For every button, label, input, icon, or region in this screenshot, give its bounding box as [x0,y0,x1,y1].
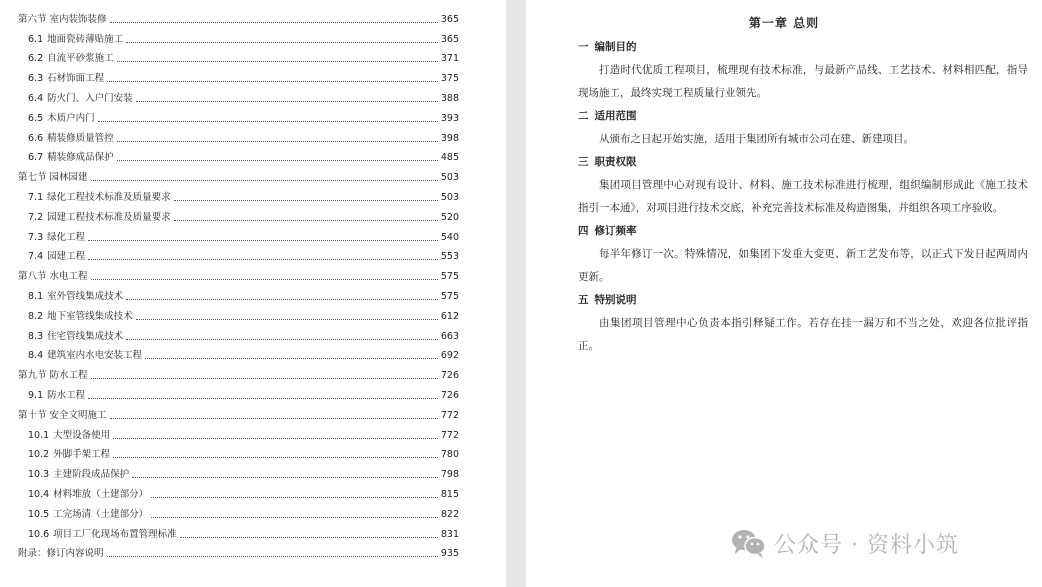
toc-leader-dots [88,258,438,260]
toc-entry-number: 10.5 [28,508,50,520]
toc-entry[interactable] [18,125,459,145]
toc-entry-title: 材料堆放（土建部分） [53,488,149,500]
toc-entry-page: 520 [440,211,459,223]
toc-entry-title: 第八节 水电工程 [18,271,88,283]
toc-entry-page: 772 [440,409,459,421]
toc-entry[interactable] [18,105,459,125]
toc-entry-title: 防火门、入户门安装 [47,92,133,104]
toc-leader-dots [180,536,438,538]
section-heading-text: 特别说明 [594,294,637,306]
toc-entry[interactable] [18,362,459,382]
toc-entry-title: 第九节 防水工程 [18,370,88,382]
toc-entry-page: 365 [440,33,459,45]
toc-entry-title: 防水工程 [47,389,86,401]
toc-entry-page: 726 [440,389,459,401]
toc-entry-title: 地面瓷砖薄贴施工 [47,33,124,45]
toc-entry-page: 503 [440,172,459,184]
toc-leader-dots [126,41,438,43]
toc-leader-dots [174,199,438,201]
toc-entry-page: 798 [440,469,459,481]
toc-entry-page: 388 [440,92,459,104]
section-heading-text: 职责权限 [594,156,637,168]
toc-entry-title: 第七节 园林园建 [18,172,88,184]
toc-leader-dots [88,397,438,399]
toc-leader-dots [91,377,438,379]
section-heading-text: 适用范围 [594,110,637,122]
toc-entry-page: 503 [440,191,459,203]
toc-entry-title: 园建工程 [47,251,86,263]
toc-entry-title: 第六节 室内装饰装修 [18,13,107,25]
section-heading [578,220,1028,243]
section-heading [578,151,1028,174]
toc-leader-dots [88,239,438,241]
toc-entry[interactable] [18,422,459,442]
section-body: 打造时代优质工程项目，梳理现有技术标准，与最新产品线、工艺技术、材料相匹配，指导现场施工，最终实现工程质量行业领先。 [578,64,1028,99]
toc-entry[interactable] [18,323,459,343]
toc-entry[interactable] [18,541,459,561]
chapter-page [526,0,1042,587]
watermark [730,527,959,559]
toc-entry-number: 10.1 [28,429,50,441]
toc-entry-page: 365 [440,13,459,25]
toc-entry-number: 6.3 [28,73,44,85]
toc-entry-page: 772 [440,429,459,441]
toc-leader-dots [151,496,438,498]
toc-entry-title: 大型设备使用 [53,429,111,441]
toc-entry-page: 575 [440,271,459,283]
toc-entry-title: 木质户内门 [47,112,95,124]
toc-entry-title: 精装修成品保护 [47,152,114,164]
toc-entry-page: 553 [440,251,459,263]
toc-entry-number: 6.1 [28,33,44,45]
section-body: 每半年修订一次。特殊情况，如集团下发重大变更、新工艺发布等，以正式下发日起两周内更新。 [578,248,1028,283]
toc-leader-dots [91,179,438,181]
wechat-icon [730,527,768,559]
toc-entry[interactable] [18,461,459,481]
toc-entry-page: 540 [440,231,459,243]
section-heading [578,289,1028,312]
toc-entry-title: 地下室管线集成技术 [47,310,133,322]
toc-entry-number: 6.7 [28,152,44,164]
toc-entry-title: 石材饰面工程 [47,73,105,85]
toc-entry[interactable] [18,145,459,165]
toc-entry[interactable] [18,442,459,462]
toc-entry-number: 9.1 [28,389,44,401]
toc-page [0,0,506,587]
toc-leader-dots [110,417,438,419]
toc-entry[interactable] [18,85,459,105]
toc-leader-dots [91,278,438,280]
toc-entry-page: 831 [440,528,459,540]
toc-leader-dots [174,219,438,221]
toc-entry-page: 485 [440,152,459,164]
toc-entry-number: 7.3 [28,231,44,243]
toc-leader-dots [117,140,438,142]
toc-entry-number: 6.2 [28,53,44,65]
toc-entry-number: 7.4 [28,251,44,263]
toc-entry-title: 绿化工程 [47,231,86,243]
toc-entry[interactable] [18,184,459,204]
section-heading [578,36,1028,59]
section-index: 三 [578,156,589,168]
section-body: 从颁布之日起开始实施，适用于集团所有城市公司在建、新建项目。 [599,133,914,145]
toc-leader-dots [126,338,438,340]
toc-entry[interactable] [18,65,459,85]
toc-entry-title: 项目工厂化现场布置管理标准 [53,528,177,540]
toc-entry-number: 8.3 [28,330,44,342]
toc-entry-title: 绿化工程技术标准及质量要求 [47,191,171,203]
toc-entry-number: 8.1 [28,290,44,302]
toc-entry-page: 935 [440,548,459,560]
toc-entry-title: 住宅管线集成技术 [47,330,124,342]
toc-entry[interactable] [18,46,459,66]
toc-leader-dots [126,298,438,300]
toc-leader-dots [117,159,438,161]
toc-entry-number: 10.2 [28,449,50,461]
toc-entry-number: 10.6 [28,528,50,540]
toc-entry-title: 建筑室内水电安装工程 [47,350,143,362]
toc-entry-number: 6.4 [28,92,44,104]
toc-entry[interactable] [18,303,459,323]
toc-entry[interactable] [18,244,459,264]
toc-entry-number: 10.4 [28,488,50,500]
toc-leader-dots [136,100,438,102]
toc-entry[interactable] [18,402,459,422]
toc-leader-dots [136,318,438,320]
table-of-contents [18,6,459,560]
chapter-sections [578,36,1028,358]
toc-entry-page: 726 [440,370,459,382]
section-body: 集团项目管理中心对现有设计、材料、施工技术标准进行梳理，组织编制形成此《施工技术指引一本通》，对项目进行技术交底，补充完善技术标准及构造图集，并组织各项工序验收。 [578,179,1028,214]
toc-leader-dots [110,21,438,23]
toc-entry[interactable] [18,283,459,303]
toc-leader-dots [107,80,438,82]
toc-entry-number: 6.6 [28,132,44,144]
toc-entry-number: 7.1 [28,191,44,203]
section-index: 一 [578,41,589,53]
toc-entry-title: 主建阶段成品保护 [53,469,130,481]
toc-entry[interactable] [18,6,459,26]
toc-entry-title: 外脚手架工程 [53,449,111,461]
toc-entry-title: 工完场清（土建部分） [53,508,149,520]
toc-entry-number: 8.4 [28,350,44,362]
toc-entry-page: 815 [440,488,459,500]
chapter-title: 第一章 总则 [748,16,820,30]
toc-entry-page: 692 [440,350,459,362]
toc-leader-dots [98,120,438,122]
toc-entry-page: 575 [440,290,459,302]
section-heading-text: 修订频率 [594,225,637,237]
toc-entry[interactable] [18,26,459,46]
toc-entry-page: 612 [440,310,459,322]
toc-entry[interactable] [18,263,459,283]
section-heading-text: 编制目的 [594,41,637,53]
toc-leader-dots [151,516,438,518]
toc-entry-number: 10.3 [28,469,50,481]
section-index: 二 [578,110,589,122]
toc-entry-title: 附录：修订内容说明 [18,548,104,560]
toc-entry[interactable] [18,164,459,184]
toc-entry-page: 393 [440,112,459,124]
toc-entry-page: 398 [440,132,459,144]
toc-entry[interactable] [18,224,459,244]
watermark-text: 公众号 · 资料小筑 [774,532,959,558]
toc-entry-number: 6.5 [28,112,44,124]
toc-leader-dots [113,456,438,458]
toc-entry-title: 第十节 安全文明施工 [18,409,107,421]
toc-entry[interactable] [18,343,459,363]
section-index: 四 [578,225,589,237]
toc-entry-page: 663 [440,330,459,342]
toc-entry-page: 371 [440,53,459,65]
toc-entry[interactable] [18,382,459,402]
toc-entry-page: 780 [440,449,459,461]
toc-entry-number: 7.2 [28,211,44,223]
section-heading [578,105,1028,128]
toc-entry-title: 室外管线集成技术 [47,290,124,302]
toc-entry[interactable] [18,501,459,521]
toc-leader-dots [145,357,438,359]
toc-leader-dots [132,476,438,478]
section-index: 五 [578,294,589,306]
toc-entry-title: 园建工程技术标准及质量要求 [47,211,171,223]
toc-entry-title: 精装修质量管控 [47,132,114,144]
toc-entry[interactable] [18,204,459,224]
toc-leader-dots [107,555,438,557]
toc-entry-title: 自流平砂浆施工 [47,53,114,65]
toc-entry-page: 822 [440,508,459,520]
toc-entry-number: 8.2 [28,310,44,322]
toc-entry-page: 375 [440,73,459,85]
toc-entry[interactable] [18,481,459,501]
toc-leader-dots [117,60,438,62]
section-body: 由集团项目管理中心负责本指引释疑工作。若存在挂一漏万和不当之处，欢迎各位批评指正。 [578,317,1028,352]
toc-leader-dots [113,437,438,439]
toc-entry[interactable] [18,521,459,541]
